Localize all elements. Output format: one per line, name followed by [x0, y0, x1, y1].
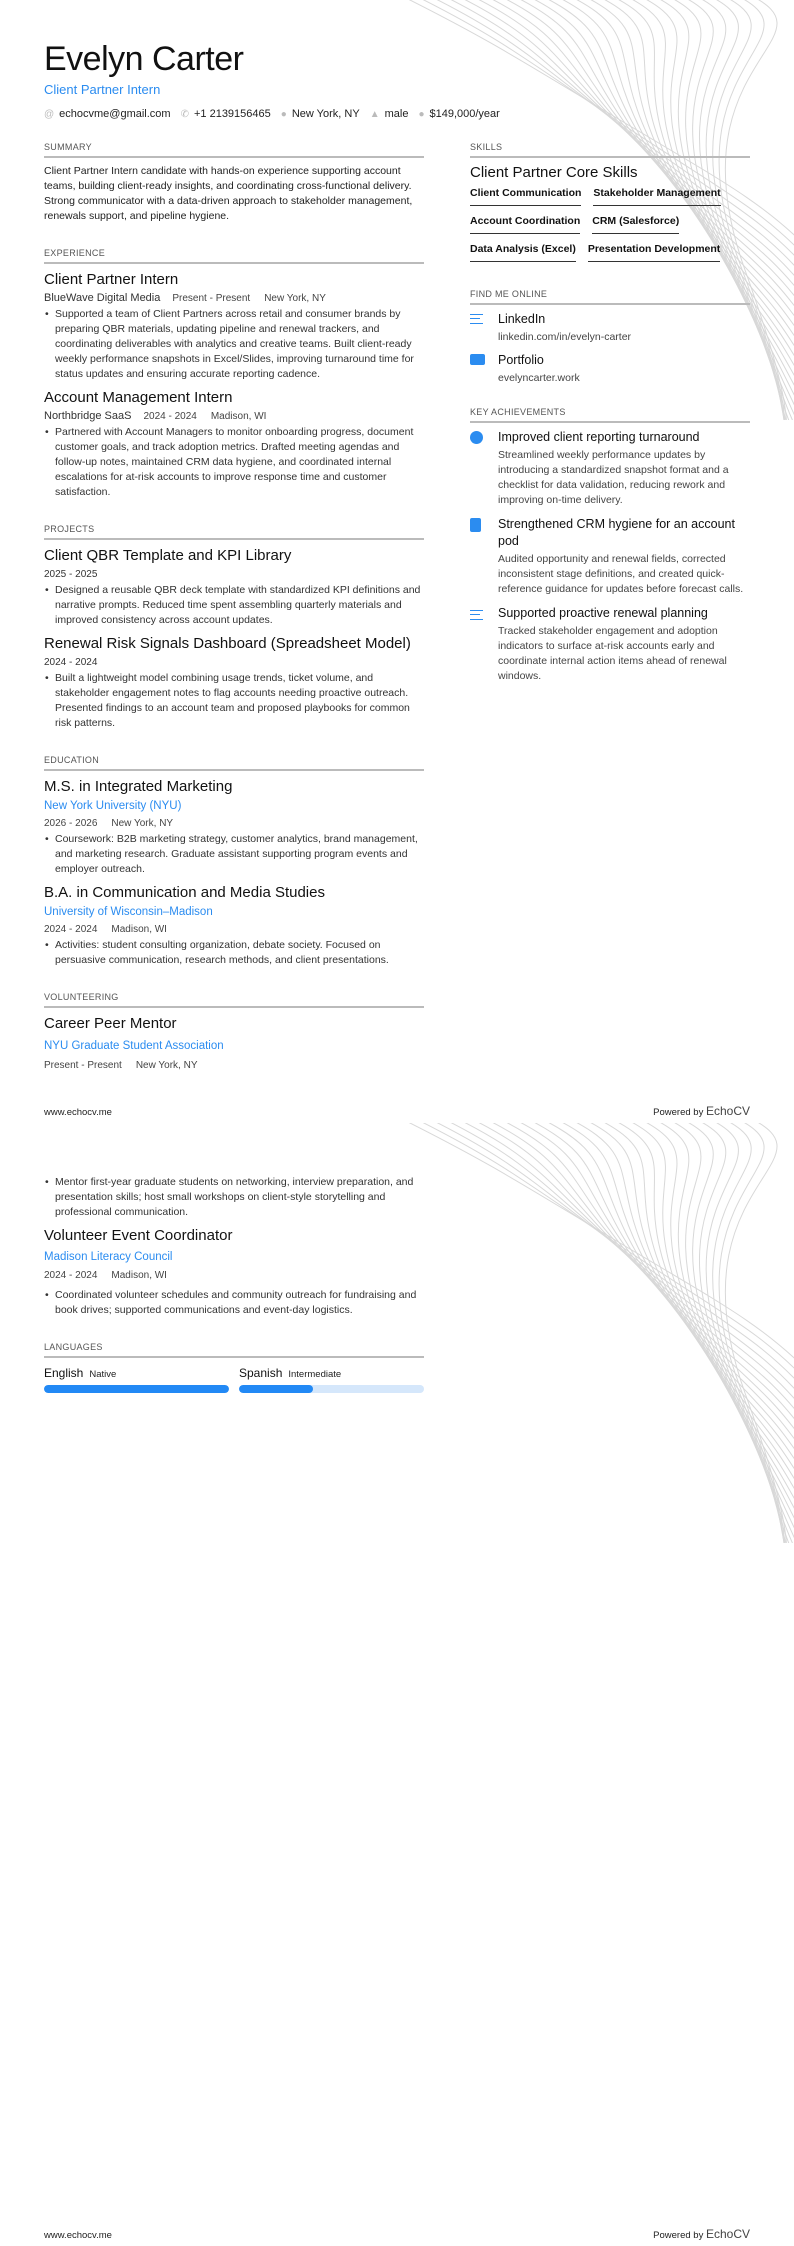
- contact-gender: ▲ male: [369, 108, 409, 120]
- wave-line: [713, 1123, 794, 1543]
- volunteer-title: Career Peer Mentor: [44, 1015, 177, 1032]
- wave-line: [638, 1123, 794, 1543]
- wave-line: [540, 1123, 794, 1483]
- wave-line: [400, 1123, 794, 1373]
- section-heading: LANGUAGES: [44, 1342, 424, 1358]
- dates: 2024 - 2024: [44, 1270, 98, 1281]
- salary-icon: ●: [418, 109, 425, 120]
- location: New York, NY: [111, 818, 174, 829]
- online-link-linkedin[interactable]: [470, 311, 750, 346]
- list-icon: [470, 605, 486, 684]
- skills-list: [470, 185, 750, 269]
- linkedin-icon: [470, 311, 486, 346]
- language-level: Native: [89, 1369, 117, 1380]
- phone-icon: ✆: [180, 109, 189, 120]
- dates: 2024 - 2024: [44, 657, 98, 668]
- brand-logo[interactable]: EchoCV: [705, 1104, 750, 1118]
- bullet: • Partnered with Account Managers to monitor onboarding progress, document customer goals, and track adoption metrics. Drafted meeting agendas and follow-up notes, maintained CRM data hygiene, and coordinated internal escalations for at-risk accounts to improve response time and customer satisfaction.: [44, 425, 424, 500]
- wave-line: [484, 1123, 794, 1439]
- wave-line: [680, 1123, 794, 1543]
- dates: 2026 - 2026: [44, 818, 98, 829]
- section-heading: VOLUNTEERING: [44, 992, 424, 1008]
- bullet: • Mentor first-year graduate students on networking, interview preparation, and presentation skills; host small workshops on client-style storytelling and professional communication.: [44, 1175, 424, 1220]
- bullet: • Built a lightweight model combining usage trends, ticket volume, and stakeholder engagement notes to flag accounts needing proactive outreach. Presented findings to an account team and proposed playbooks for common risk patterns.: [44, 671, 424, 731]
- job-title: Account Management Intern: [44, 389, 233, 406]
- skill-tag: Client Communication: [470, 185, 581, 206]
- brand-logo[interactable]: EchoCV: [705, 2227, 750, 2241]
- achievements-section: [470, 407, 750, 684]
- experience-section: [44, 248, 424, 500]
- proficiency-bar: [44, 1385, 229, 1393]
- project-item: [44, 546, 424, 628]
- dates: 2025 - 2025: [44, 569, 98, 580]
- link-label: Portfolio: [498, 353, 544, 367]
- location: New York, NY: [135, 1060, 198, 1071]
- badge-icon: [470, 429, 486, 508]
- summary-text: Client Partner Intern candidate with hands-on experience supporting account teams, building client-ready insights, and coordinating cross-functional delivery. Strong communicator with a data-driven approach to stakeholder management, renewals support, and pipeline hygiene.: [44, 165, 413, 222]
- dates: 2024 - 2024: [143, 411, 197, 422]
- powered-label: Powered by: [653, 2230, 704, 2241]
- wave-line: [414, 1123, 794, 1384]
- wave-line: [582, 1123, 794, 1516]
- achievement-title: Improved client reporting turnaround: [498, 430, 700, 444]
- wave-line: [568, 1123, 794, 1505]
- degree: B.A. in Communication and Media Studies: [44, 884, 325, 901]
- job-title: Client Partner Intern: [44, 271, 179, 288]
- online-link-portfolio[interactable]: [470, 352, 750, 387]
- section-heading: EXPERIENCE: [44, 248, 424, 264]
- page-footer: [44, 1104, 750, 1118]
- wave-line: [725, 1123, 794, 1543]
- wave-line: [512, 1123, 794, 1461]
- section-heading: KEY ACHIEVEMENTS: [470, 407, 750, 423]
- experience-item: [44, 388, 424, 500]
- wave-line: [526, 1123, 794, 1472]
- section-heading: EDUCATION: [44, 755, 424, 771]
- summary-section: [44, 142, 424, 224]
- skill-tag: Presentation Development: [588, 241, 720, 262]
- person-icon: ▲: [369, 109, 380, 120]
- skills-group-title: Client Partner Core Skills: [470, 164, 638, 181]
- wave-line: [470, 1123, 794, 1428]
- achievement-title: Strengthened CRM hygiene for an account pod: [498, 517, 735, 548]
- contact-email[interactable]: @ echocvme@gmail.com: [44, 108, 171, 120]
- right-column: [470, 142, 750, 704]
- volunteer-title: Volunteer Event Coordinator: [44, 1227, 233, 1244]
- volunteer-org: NYU Graduate Student Association: [44, 1040, 224, 1052]
- achievement-text: Streamlined weekly performance updates by introducing a standardized snapshot format and a checklist for data validation, reducing rework and improving on-time delivery.: [498, 449, 729, 506]
- language-level: Intermediate: [288, 1369, 342, 1380]
- wave-line: [596, 1123, 794, 1527]
- bullet: • Coordinated volunteer schedules and community outreach for fundraising and book drives; supported communications and event-day logistics.: [44, 1288, 424, 1318]
- candidate-name: Evelyn Carter: [44, 40, 244, 78]
- dates: Present - Present: [172, 293, 251, 304]
- footer-site-link[interactable]: www.echocv.me: [44, 1107, 112, 1118]
- achievement-text: Audited opportunity and renewal fields, corrected inconsistent stage definitions, and created quick-reference guidance for updates before forecast calls.: [498, 553, 744, 595]
- section-heading: PROJECTS: [44, 524, 424, 540]
- candidate-role: Client Partner Intern: [44, 82, 161, 97]
- powered-label: Powered by: [653, 1107, 704, 1118]
- achievement-item: [470, 429, 750, 508]
- location: Madison, WI: [111, 924, 167, 935]
- location: New York, NY: [264, 293, 326, 304]
- dates: Present - Present: [44, 1060, 122, 1071]
- experience-item: [44, 270, 424, 382]
- document-icon: [470, 516, 486, 597]
- contact-phone[interactable]: ✆ +1 2139156465: [180, 108, 271, 120]
- wave-line: [624, 1123, 794, 1543]
- volunteer-org: Madison Literacy Council: [44, 1251, 173, 1263]
- language-item: [239, 1364, 424, 1393]
- school: University of Wisconsin–Madison: [44, 906, 213, 918]
- bullet: • Activities: student consulting organization, debate society. Focused on persuasive communication, research methods, and client presentations.: [44, 938, 424, 968]
- location-icon: ●: [280, 109, 287, 120]
- link-url[interactable]: linkedin.com/in/evelyn-carter: [498, 331, 632, 343]
- skill-tag: Stakeholder Management: [593, 185, 720, 206]
- bullet: • Designed a reusable QBR deck template with standardized KPI definitions and narrative prompts. Reduced time spent assembling quarterly materials and improved consistency across account updates.: [44, 583, 424, 628]
- wave-line: [719, 1123, 794, 1543]
- wave-line: [666, 1123, 794, 1543]
- achievement-title: Supported proactive renewal planning: [498, 606, 708, 620]
- achievement-text: Tracked stakeholder engagement and adoption indicators to surface at-risk accounts early and coordinate internal action items ahead of renewal windows.: [498, 625, 727, 682]
- job-meta: [44, 408, 424, 425]
- achievement-item: [470, 516, 750, 597]
- projects-section: [44, 524, 424, 731]
- resume-page-2: [0, 1123, 794, 2246]
- language-name: English: [44, 1366, 84, 1380]
- volunteering-section: [44, 992, 424, 1074]
- language-item: [44, 1364, 229, 1393]
- wave-line: [694, 1123, 794, 1543]
- contact-location: ● New York, NY: [280, 108, 360, 120]
- wave-line: [442, 1123, 794, 1406]
- education-section: [44, 755, 424, 968]
- powered-by: [653, 1104, 750, 1118]
- at-icon: @: [44, 109, 55, 120]
- proficiency-fill: [44, 1385, 229, 1393]
- footer-site-link[interactable]: www.echocv.me: [44, 2230, 112, 2241]
- company: BlueWave Digital Media: [44, 292, 161, 304]
- wave-line: [652, 1123, 794, 1543]
- section-heading: SUMMARY: [44, 142, 424, 158]
- online-section: [470, 289, 750, 387]
- bullet: • Supported a team of Client Partners across retail and consumer brands by preparing QBR materials, updating pipeline and renewal trackers, and coordinating deliverables with analytics and creative teams. Built client-ready weekly performance snapshots in Excel/Slides, improving turnaround time for status updates and ensuring accurate reporting cadence.: [44, 307, 424, 382]
- section-heading: FIND ME ONLINE: [470, 289, 750, 305]
- wave-line: [610, 1123, 794, 1538]
- bullet: • Coursework: B2B marketing strategy, customer analytics, brand management, and marketing research. Graduate assistant supporting program events and employer outreach.: [44, 832, 424, 877]
- achievement-item: [470, 605, 750, 684]
- left-column: [44, 142, 424, 1094]
- job-meta: [44, 290, 424, 307]
- wave-line: [456, 1123, 794, 1417]
- skill-tag: Data Analysis (Excel): [470, 241, 576, 262]
- degree: M.S. in Integrated Marketing: [44, 778, 233, 795]
- location: Madison, WI: [111, 1270, 167, 1281]
- left-column: [44, 1175, 424, 1413]
- education-item: [44, 777, 424, 877]
- project-title: Client QBR Template and KPI Library: [44, 547, 292, 564]
- dates: 2024 - 2024: [44, 924, 98, 935]
- link-label: LinkedIn: [498, 312, 546, 326]
- wave-line: [428, 1123, 794, 1395]
- skill-tag: CRM (Salesforce): [592, 213, 679, 234]
- project-item: [44, 634, 424, 731]
- page-footer: [44, 2227, 750, 2241]
- company: Northbridge SaaS: [44, 410, 132, 422]
- school: New York University (NYU): [44, 800, 182, 812]
- languages-section: [44, 1342, 424, 1393]
- language-name: Spanish: [239, 1366, 283, 1380]
- location: Madison, WI: [210, 411, 267, 422]
- contact-salary: ● $149,000/year: [418, 108, 500, 120]
- wave-line: [498, 1123, 794, 1450]
- portfolio-icon: [470, 352, 486, 387]
- link-url[interactable]: evelyncarter.work: [498, 372, 580, 384]
- wave-line: [706, 1123, 794, 1543]
- contact-bar: [44, 108, 500, 120]
- proficiency-fill: [239, 1385, 313, 1393]
- project-title: Renewal Risk Signals Dashboard (Spreadsheet Model): [44, 635, 411, 652]
- skill-tag: Account Coordination: [470, 213, 580, 234]
- skills-section: [470, 142, 750, 269]
- section-heading: SKILLS: [470, 142, 750, 158]
- powered-by: [653, 2227, 750, 2241]
- proficiency-bar: [239, 1385, 424, 1393]
- education-item: [44, 883, 424, 968]
- wave-line: [554, 1123, 794, 1494]
